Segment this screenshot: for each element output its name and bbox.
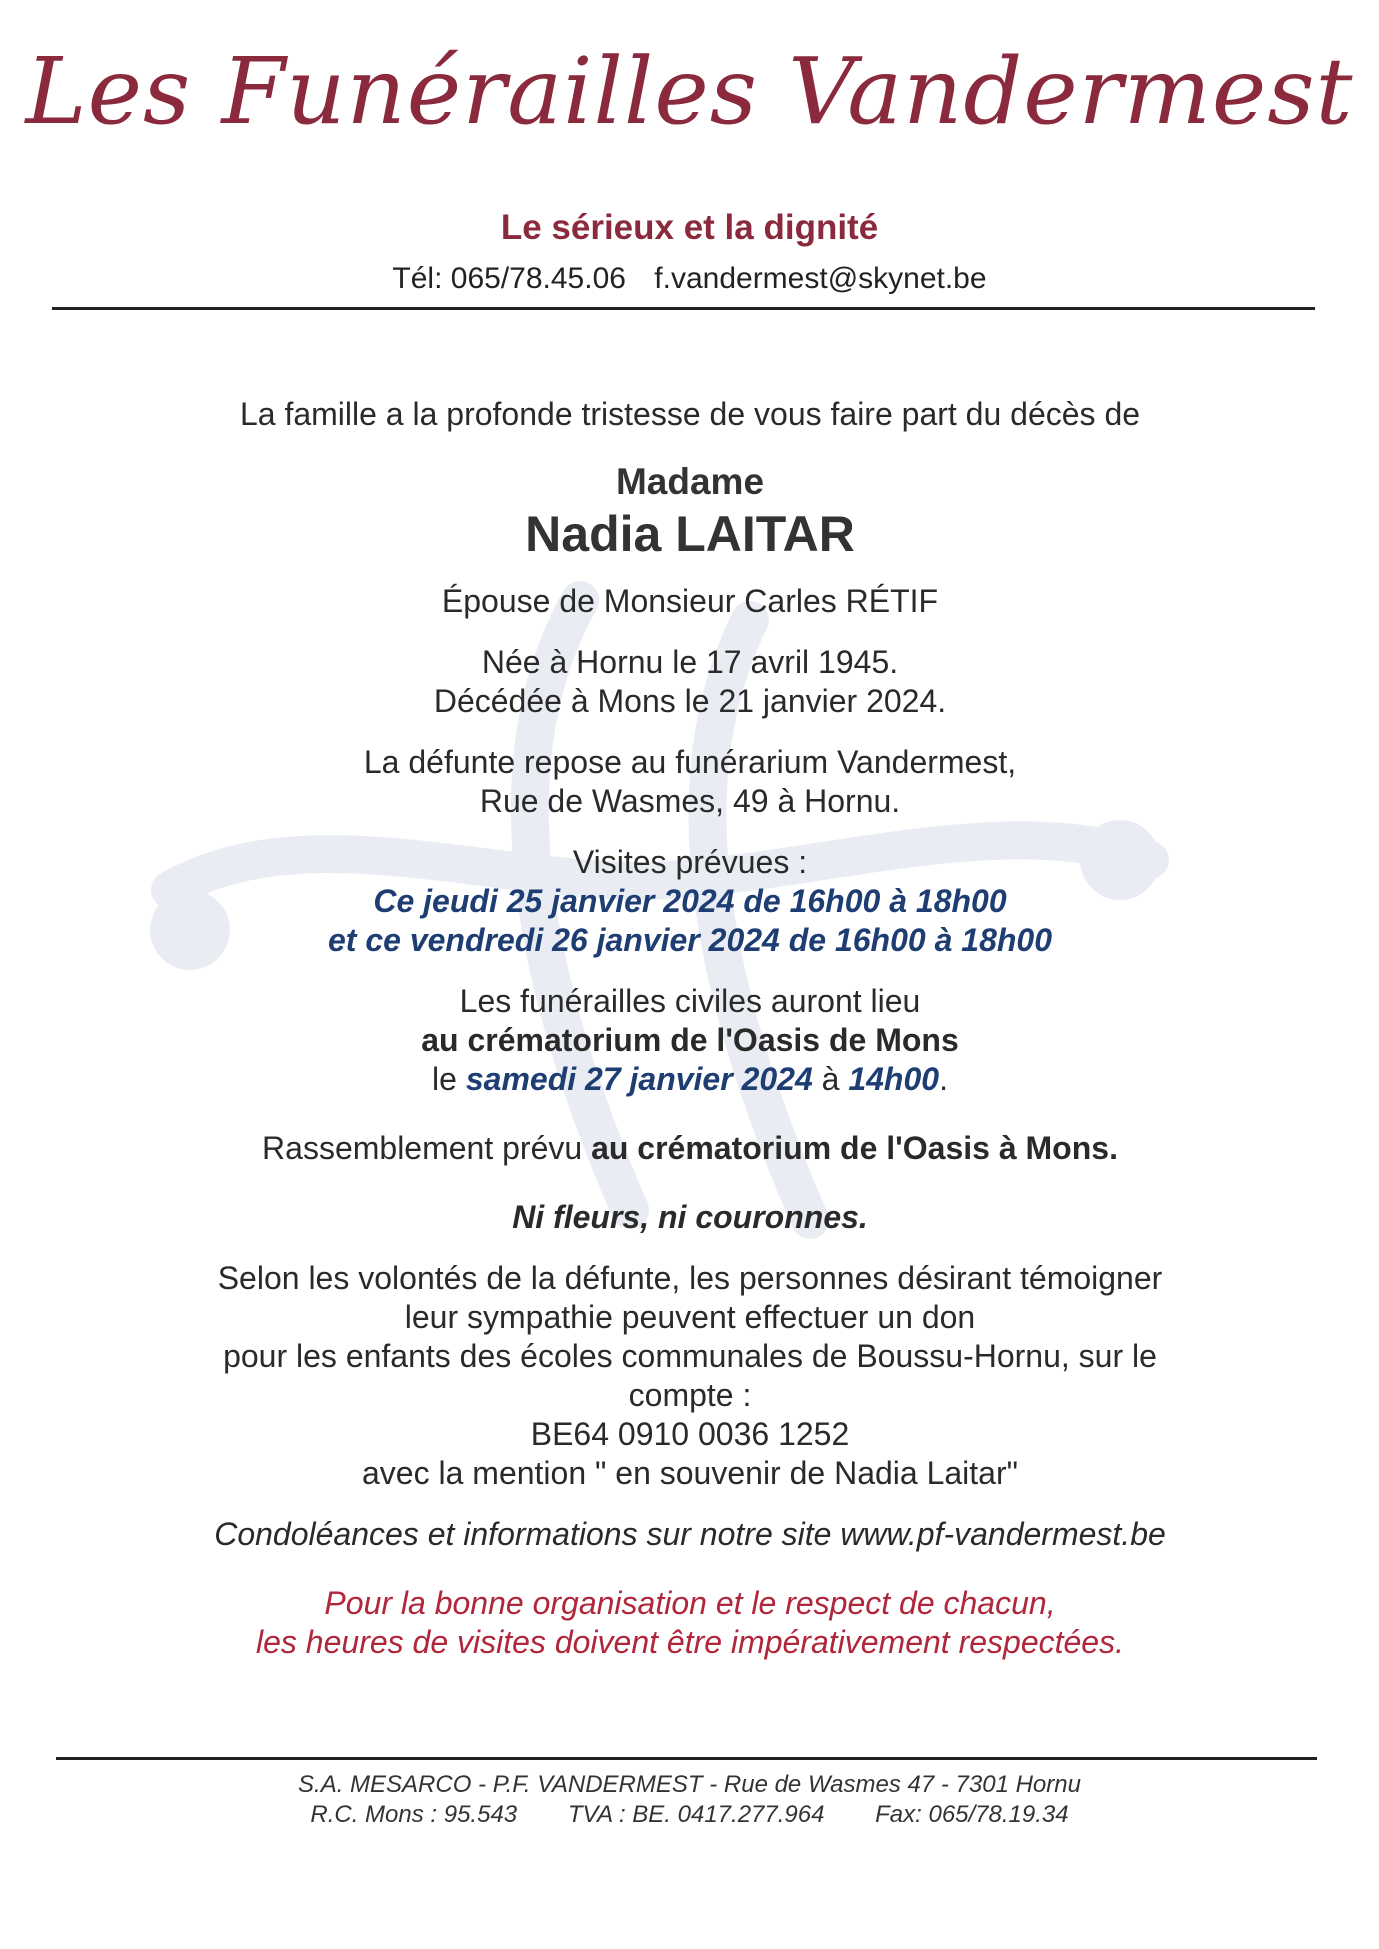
funeral-date-line [60,1060,1320,1099]
warning-block [60,1584,1320,1662]
footer-rc: R.C. Mons : 95.543 [310,1801,518,1828]
gathering-prefix: Rassemblement prévu [262,1130,583,1166]
funeral-place: au crématorium de l'Oasis de Mons [421,1022,959,1058]
dates-block [60,643,1320,721]
email-address: f.vandermest@skynet.be [654,262,987,295]
footer-tva: TVA : BE. 0417.277.964 [567,1801,825,1828]
footer-fax: Fax: 065/78.19.34 [875,1801,1069,1828]
donation-line-2: leur sympathie peuvent effectuer un don [404,1299,976,1335]
death-notice [60,395,1320,1662]
footer-address: S.A. MESARCO - P.F. VANDERMEST - Rue de Wasmes 47 - 7301 Hornu [298,1771,1081,1798]
intro-text: La famille a la profonde tristesse de vous faire part du décès de [239,396,1141,432]
deceased-title: Madame [615,461,765,502]
visits-block [60,843,1320,960]
company-footer [0,1770,1379,1830]
phone-number: Tél: 065/78.45.06 [392,262,626,295]
donation-line-4: compte : [628,1377,752,1413]
funeral-time: 14h00 [848,1061,940,1097]
donation-block [60,1259,1320,1493]
death-line: Décédée à Mons le 21 janvier 2024. [433,683,947,719]
spouse-line: Épouse de Monsieur Carles RÉTIF [441,583,939,619]
footer-registry [0,1800,1379,1830]
donation-mention: avec la mention " en souvenir de Nadia Laitar" [362,1455,1018,1491]
funeral-period: . [939,1061,948,1097]
contact-line [0,262,1379,296]
visits-label: Visites prévues : [572,844,808,880]
deceased-name: Nadia LAITAR [525,506,855,562]
funeral-a: à [821,1061,840,1097]
tagline: Le sérieux et la dignité [500,208,879,247]
visit-2: et ce vendredi 26 janvier 2024 de 16h00 à 18h00 [328,922,1052,958]
footer-divider [56,1757,1317,1760]
birth-line: Née à Hornu le 17 avril 1945. [481,644,899,680]
no-flowers: Ni fleurs, ni couronnes. [512,1199,868,1235]
donation-line-1: Selon les volontés de la défunte, les personnes désirant témoigner [217,1260,1163,1296]
iban: BE64 0910 0036 1252 [530,1416,850,1452]
gathering-line [60,1129,1320,1168]
funeral-date: samedi 27 janvier 2024 [465,1061,813,1097]
header-divider [52,307,1315,310]
gathering-place: au crématorium de l'Oasis à Mons. [591,1130,1118,1166]
condolences-line: Condoléances et informations sur notre site www.pf-vandermest.be [214,1516,1166,1552]
warning-line-2: les heures de visites doivent être impérativement respectées. [256,1624,1124,1660]
rest-line-1: La défunte repose au funérarium Vandermest, [363,744,1017,780]
donation-line-3: pour les enfants des écoles communales de Boussu-Hornu, sur le [223,1338,1157,1374]
funeral-le: le [432,1061,457,1097]
warning-line-1: Pour la bonne organisation et le respect de chacun, [324,1585,1056,1621]
funeral-block [60,982,1320,1099]
visit-1: Ce jeudi 25 janvier 2024 de 16h00 à 18h00 [373,883,1007,919]
brand-logo: Les Funérailles Vandermest [25,38,1354,145]
rest-block [60,743,1320,821]
rest-line-2: Rue de Wasmes, 49 à Hornu. [479,783,901,819]
funeral-line-1: Les funérailles civiles auront lieu [459,983,921,1019]
